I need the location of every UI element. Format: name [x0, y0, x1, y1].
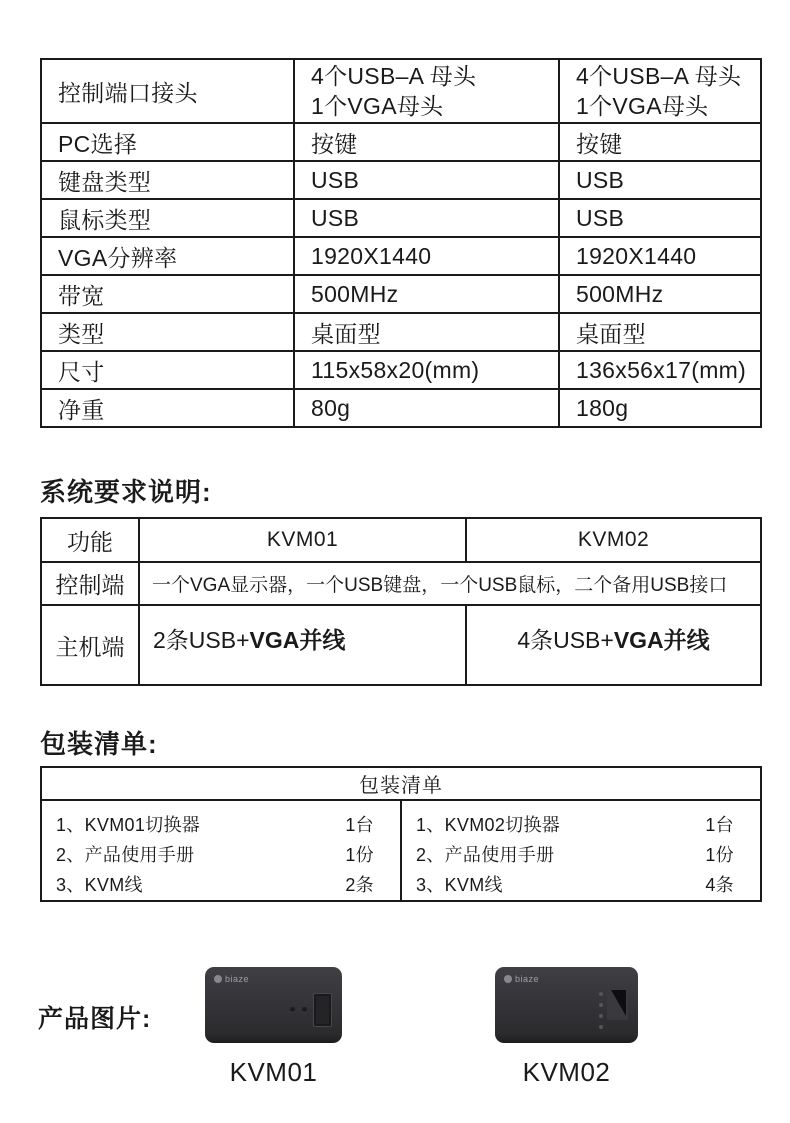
- spec-value-line: 4个USB–A 母头: [576, 63, 742, 89]
- host-kvm02-prefix: 4条USB+: [517, 626, 614, 653]
- spec-value-kvm02: 500MHz: [559, 275, 761, 313]
- spec-value-kvm01: USB: [294, 161, 559, 199]
- product-label-kvm01: KVM01: [229, 1057, 318, 1087]
- led-indicator-icon: [302, 1007, 307, 1012]
- host-kvm02-text: [517, 622, 709, 655]
- packing-list-kvm02: [401, 800, 761, 901]
- spec-value-kvm02: 按键: [559, 123, 761, 161]
- selector-button-wedge: [611, 990, 626, 1016]
- spec-value-kvm01: 80g: [294, 389, 559, 427]
- packing-item: [56, 870, 374, 900]
- spec-row-ports: [41, 59, 761, 123]
- system-row-host: [41, 605, 761, 685]
- brand-name: biaze: [515, 974, 540, 984]
- packing-item-name: 1、KVM02切换器: [416, 815, 561, 835]
- spec-value-kvm01: [294, 59, 559, 123]
- led-indicator-icon: [599, 1025, 603, 1029]
- led-indicator-icon: [599, 1003, 603, 1007]
- spec-value-kvm01: 115x58x20(mm): [294, 351, 559, 389]
- spec-value-line: 1个VGA母头: [576, 93, 709, 119]
- spec-label: 带宽: [41, 275, 294, 313]
- spec-label: 鼠标类型: [41, 199, 294, 237]
- selector-button: [313, 993, 332, 1027]
- packing-item-qty: 1份: [705, 845, 734, 865]
- packing-item-qty: 1台: [345, 815, 374, 835]
- packing-item-name: 2、产品使用手册: [56, 845, 195, 865]
- spec-row-resolution: [41, 237, 761, 275]
- host-requirements-kvm02: [466, 605, 761, 685]
- spec-row-bandwidth: [41, 275, 761, 313]
- spec-table: [40, 58, 762, 428]
- brand-name: biaze: [225, 974, 250, 984]
- selector-button: [607, 989, 628, 1020]
- spec-label: PC选择: [41, 123, 294, 161]
- product-image-kvm02: [495, 967, 638, 1043]
- spec-value-kvm02: USB: [559, 199, 761, 237]
- packing-title-row: [41, 767, 761, 800]
- spec-row-keyboard: [41, 161, 761, 199]
- row-label-console: 控制端: [41, 562, 139, 605]
- spec-value-kvm01: 1920X1440: [294, 237, 559, 275]
- packing-list-kvm01: [41, 800, 401, 901]
- system-requirements-table: [40, 517, 762, 686]
- column-header-kvm01: KVM01: [139, 518, 466, 562]
- host-requirements-kvm01: [139, 605, 466, 685]
- spec-value-kvm01: 按键: [294, 123, 559, 161]
- packing-item-name: 3、KVM线: [56, 875, 143, 895]
- packing-item: [416, 810, 734, 840]
- spec-value-kvm02: 136x56x17(mm): [559, 351, 761, 389]
- spec-row-dimensions: [41, 351, 761, 389]
- brand-logo-icon: [504, 975, 512, 983]
- brand-logo: [214, 974, 249, 984]
- packing-item-qty: 4条: [705, 875, 734, 895]
- led-indicator-icon: [599, 992, 603, 996]
- console-requirements-value: 一个VGA显示器，一个USB键盘，一个USB鼠标，二个备用USB接口: [139, 562, 761, 605]
- product-image-kvm01: [205, 967, 342, 1043]
- spec-label: 类型: [41, 313, 294, 351]
- host-kvm02-bold: VGA并线: [613, 626, 710, 653]
- packing-item-name: 3、KVM线: [416, 875, 503, 895]
- selector-button-face: [316, 996, 329, 1024]
- spec-label: 净重: [41, 389, 294, 427]
- column-header-kvm02: KVM02: [466, 518, 761, 562]
- section-heading-product-images: 产品图片:: [38, 1005, 152, 1033]
- spec-value-kvm02: 180g: [559, 389, 761, 427]
- packing-content-row: [41, 800, 761, 901]
- section-heading-packing-list: 包装清单:: [40, 729, 158, 759]
- led-indicator-icon: [599, 1014, 603, 1018]
- spec-value-kvm02: 1920X1440: [559, 237, 761, 275]
- spec-row-weight: [41, 389, 761, 427]
- spec-label: 尺寸: [41, 351, 294, 389]
- host-kvm01-text: [153, 622, 345, 655]
- section-heading-system-requirements: 系统要求说明:: [40, 477, 212, 507]
- spec-label: 控制端口接头: [41, 59, 294, 123]
- packing-item: [416, 870, 734, 900]
- brand-logo-icon: [214, 975, 222, 983]
- column-header-function: 功能: [41, 518, 139, 562]
- spec-row-pc-select: [41, 123, 761, 161]
- spec-label: 键盘类型: [41, 161, 294, 199]
- spec-label: VGA分辨率: [41, 237, 294, 275]
- spec-row-type: [41, 313, 761, 351]
- brand-logo: [504, 974, 539, 984]
- spec-value-line: 4个USB–A 母头: [311, 63, 477, 89]
- spec-value-kvm02: 桌面型: [559, 313, 761, 351]
- packing-item: [56, 810, 374, 840]
- packing-item: [56, 840, 374, 870]
- row-label-host: 主机端: [41, 605, 139, 685]
- packing-item-qty: 1份: [345, 845, 374, 865]
- host-kvm01-prefix: 2条USB+: [153, 626, 250, 653]
- packing-table-title: 包装清单: [41, 767, 761, 800]
- packing-item-qty: 2条: [345, 875, 374, 895]
- led-indicator-icon: [290, 1007, 295, 1012]
- packing-item: [416, 840, 734, 870]
- host-kvm01-bold: VGA并线: [249, 626, 346, 653]
- product-label-kvm02: KVM02: [522, 1057, 611, 1087]
- spec-value-kvm01: 桌面型: [294, 313, 559, 351]
- spec-value-kvm01: 500MHz: [294, 275, 559, 313]
- spec-value-kvm02: USB: [559, 161, 761, 199]
- spec-value-kvm02: [559, 59, 761, 123]
- spec-value-line: 1个VGA母头: [311, 93, 444, 119]
- packing-item-name: 2、产品使用手册: [416, 845, 555, 865]
- spec-row-mouse: [41, 199, 761, 237]
- system-header-row: [41, 518, 761, 562]
- packing-item-qty: 1台: [705, 815, 734, 835]
- spec-value-kvm01: USB: [294, 199, 559, 237]
- system-row-console: [41, 562, 761, 605]
- packing-item-name: 1、KVM01切换器: [56, 815, 201, 835]
- packing-list-table: [40, 766, 762, 902]
